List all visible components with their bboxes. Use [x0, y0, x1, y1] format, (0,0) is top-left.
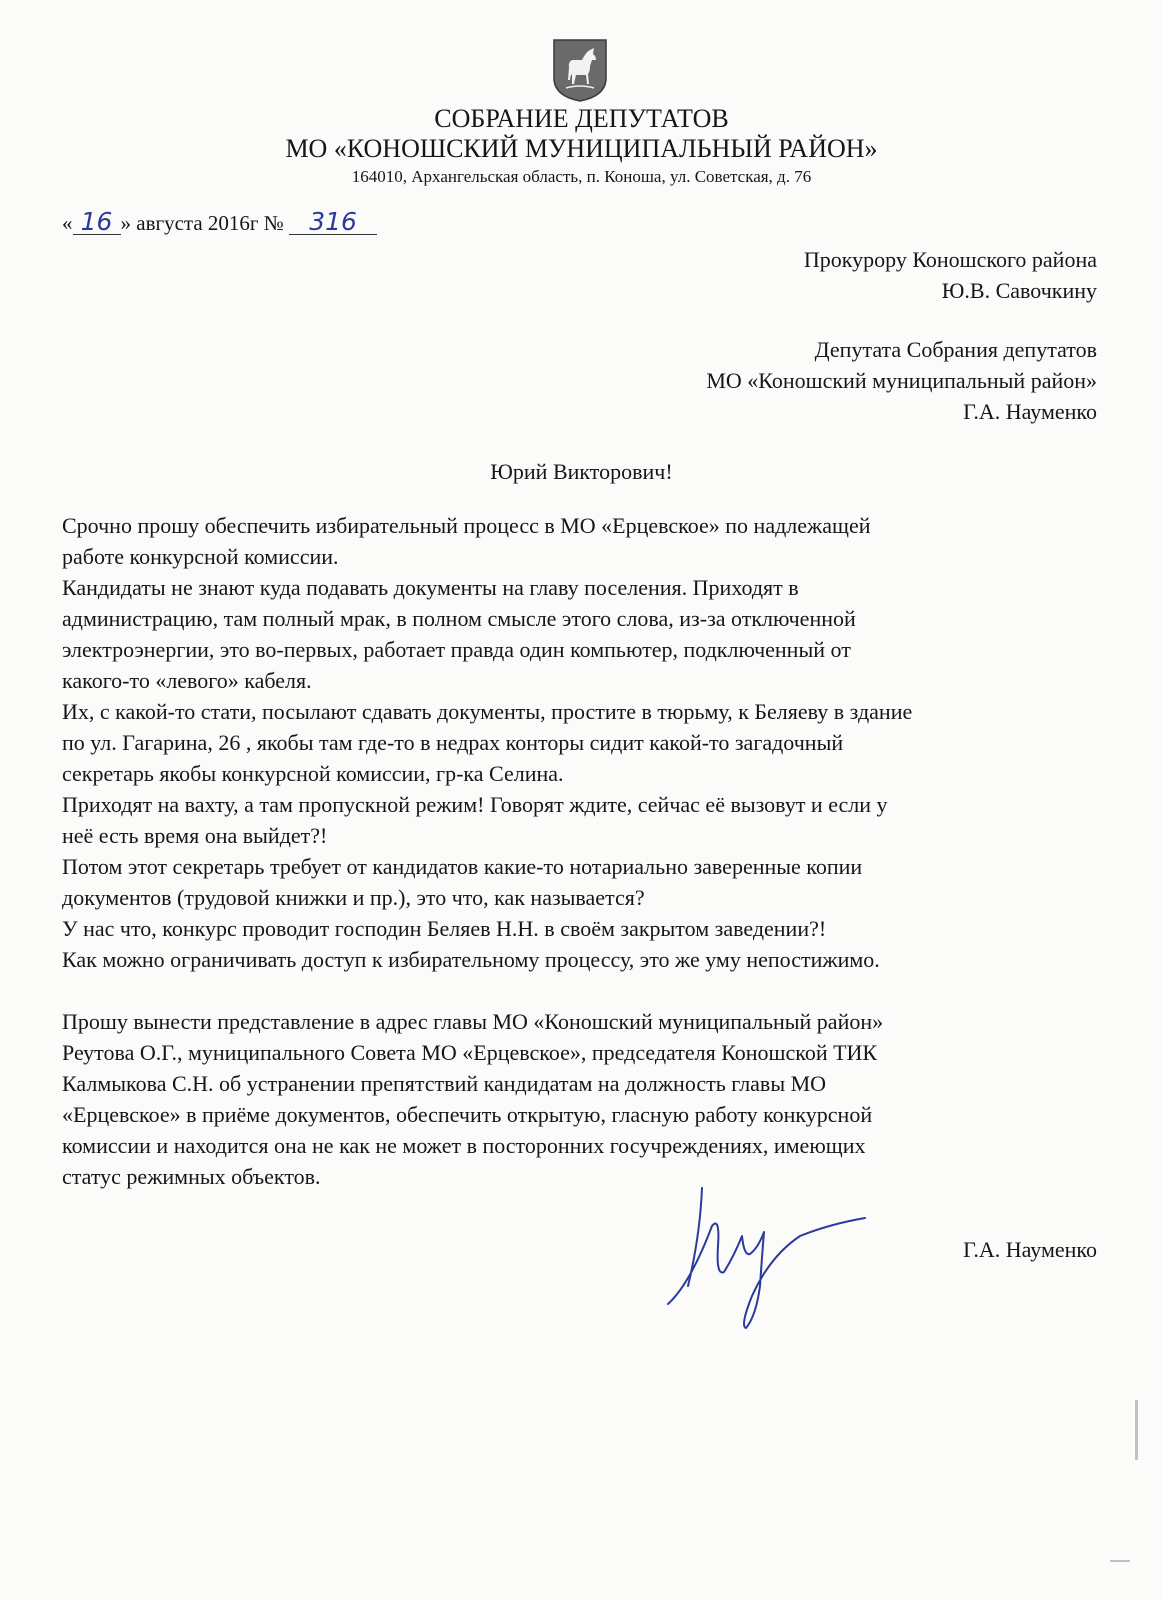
handwritten-signature-icon: [660, 1176, 890, 1336]
org-title-line2: МО «КОНОШСКИЙ МУНИЦИПАЛЬНЫЙ РАЙОН»: [285, 134, 878, 163]
org-title-line1: СОБРАНИЕ ДЕПУТАТОВ: [434, 104, 729, 133]
handwritten-doc-number: 316: [289, 210, 377, 235]
horse-coat-of-arms-icon: [552, 38, 608, 102]
sender-org: МО «Коношский муниципальный район»: [706, 368, 1097, 393]
date-number-line: [62, 207, 377, 236]
recipient-title: Прокурору Коношского района: [803, 247, 1097, 272]
date-open-quote: «: [62, 211, 73, 235]
org-address: 164010, Архангельская область, п. Коноша, ул. Советская, д. 76: [351, 167, 812, 186]
handwritten-day: 16: [73, 210, 121, 235]
sender-block: [706, 334, 1097, 427]
body-paragraph-1: Срочно прошу обеспечить избирательный процесс в МО «Ерцевское» по надлежащей работе конкурсной комиссии. Кандидаты не знают куда подавать документы на главу поселения. Приходят в администрацию, там полный мрак, в полном смысле этого слова, из-за отключенной электроэнергии, это во-первых, работает правда один компьютер, подключенный от какого-то «левого» кабеля. Их, с какой-то стати, посылают сдавать документы, простите в тюрьму, к Беляеву в здание по ул. Гагарина, 26 , якобы там где-то в недрах конторы сидит какой-то загадочный секретарь якобы конкурсной комиссии, гр-ка Селина. Приходят на вахту, а там пропускной режим! Говорят ждите, сейчас её вызовут и если у неё есть время она выйдет?! Потом этот секретарь требует от кандидатов какие-то нотариально заверенные копии документов (трудовой книжки и пр.), это что, как называется? У нас что, конкурс проводит господин Беляев Н.Н. в своём закрытом заведении?! Как можно ограничивать доступ к избирательному процессу, это же уму непостижимо.: [62, 513, 913, 972]
salutation: Юрий Викторович!: [490, 459, 673, 484]
scan-edge-mark: [1110, 1560, 1130, 1562]
body-paragraph-2: Прошу вынести представление в адрес главы МО «Коношский муниципальный район» Реутова О.Г., муниципального Совета МО «Ерцевское», председателя Коношской ТИК Калмыкова С.Н. об устранении препятствий кандидатам на должность главы МО «Ерцевское» в приёме документов, обеспечить открытую, гласную работу конкурсной комиссии и находится она не как не может в посторонних госучреждениях, имеющих статус режимных объектов.: [62, 1009, 884, 1189]
scan-edge-mark: [1135, 1400, 1138, 1460]
recipient-block: [804, 244, 1097, 306]
sender-title: Депутата Собрания депутатов: [814, 337, 1097, 362]
signature-name: Г.А. Науменко: [963, 1237, 1097, 1262]
sender-name: Г.А. Науменко: [963, 399, 1097, 424]
date-month-year: » августа 2016г №: [120, 211, 284, 235]
letter-body: [62, 510, 1102, 1192]
recipient-name: Ю.В. Савочкину: [941, 278, 1097, 303]
